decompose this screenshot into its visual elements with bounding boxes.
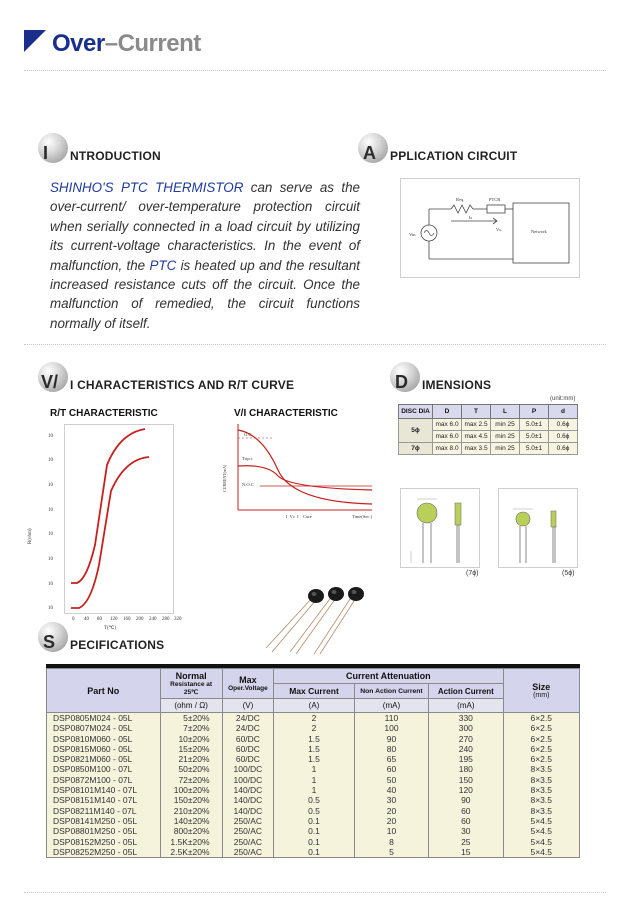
table-cell: 140/DC bbox=[222, 806, 274, 816]
table-cell: 8×3.5 bbox=[503, 764, 580, 774]
col-attenuation: Current Attenuation bbox=[274, 669, 503, 684]
table-cell: 5×4.5 bbox=[503, 826, 580, 836]
table-row bbox=[47, 775, 580, 785]
table-row bbox=[47, 806, 580, 816]
rt-xtick: 160 bbox=[123, 617, 131, 622]
table-cell: DSP0850M100 - 07L bbox=[47, 764, 161, 774]
rt-curve-2 bbox=[71, 457, 149, 608]
rt-xtick: 240 bbox=[149, 617, 157, 622]
dim-header: d bbox=[549, 405, 578, 419]
label-req: Req. bbox=[456, 197, 465, 202]
sphere-icon: I bbox=[38, 133, 68, 163]
rt-xtick: 320 bbox=[174, 617, 182, 622]
rt-xtick: 40 bbox=[84, 617, 89, 622]
table-row bbox=[47, 734, 580, 744]
section-vi-heading: V/ I CHARACTERISTICS AND R/T CURVE bbox=[38, 362, 294, 392]
table-cell: 50±20% bbox=[160, 764, 222, 774]
table-cell: 40 bbox=[354, 785, 428, 795]
rt-xtick: 120 bbox=[110, 617, 118, 622]
dim-row: max 6.0 max 4.5 min 25 5.0±1 0.6ϕ bbox=[399, 431, 578, 443]
bottom-divider bbox=[24, 892, 606, 893]
table-cell: 60/DC bbox=[222, 734, 274, 744]
table-cell: 0.1 bbox=[274, 847, 355, 858]
vi-chart-heading: V/I CHARACTERISTIC bbox=[234, 408, 338, 419]
dimension-drawing-7 bbox=[400, 488, 480, 568]
title-part-a: Over bbox=[52, 30, 105, 57]
vi-label-oc: O.C bbox=[244, 432, 252, 437]
label-vin: Vin bbox=[409, 232, 416, 237]
application-circuit-diagram bbox=[400, 178, 580, 278]
table-cell: 0.1 bbox=[274, 837, 355, 847]
title-part-b: Current bbox=[117, 30, 201, 57]
table-cell: 100 bbox=[354, 723, 428, 733]
section-introduction-heading: I NTRODUCTION bbox=[38, 133, 161, 163]
thermistor-photo-svg bbox=[262, 584, 382, 656]
dim-header: L bbox=[491, 405, 520, 419]
rt-xtick: 0 bbox=[72, 617, 75, 622]
table-cell: 90 bbox=[354, 734, 428, 744]
table-cell: 5×4.5 bbox=[503, 816, 580, 826]
table-row bbox=[47, 785, 580, 795]
sphere-icon: A bbox=[358, 133, 388, 163]
label-vs: Vs. bbox=[496, 227, 503, 232]
col-action: Action Current bbox=[429, 684, 503, 699]
table-cell: 72±20% bbox=[160, 775, 222, 785]
section-dimensions-heading: D IMENSIONS bbox=[390, 362, 491, 392]
table-cell: 0.1 bbox=[274, 826, 355, 836]
rt-ytick: 10 bbox=[48, 582, 53, 587]
dimensions-unit: (unit:mm) bbox=[550, 396, 576, 402]
dim-header: D bbox=[433, 405, 462, 419]
table-cell: DSP08151M140 - 07L bbox=[47, 795, 161, 805]
table-cell: 30 bbox=[354, 795, 428, 805]
sphere-icon: S bbox=[38, 622, 68, 652]
table-cell: DSP08252M250 - 05L bbox=[47, 847, 161, 858]
table-cell: 8×3.5 bbox=[503, 795, 580, 805]
table-row bbox=[47, 826, 580, 836]
table-cell: 10±20% bbox=[160, 734, 222, 744]
table-cell: 140/DC bbox=[222, 795, 274, 805]
table-cell: 0.1 bbox=[274, 816, 355, 826]
sphere-icon: V/ bbox=[38, 362, 68, 392]
table-row bbox=[47, 723, 580, 733]
table-cell: 250/AC bbox=[222, 837, 274, 847]
table-cell: 2 bbox=[274, 713, 355, 724]
vi-label-noc: N.O.C bbox=[242, 482, 254, 487]
sphere-icon: D bbox=[390, 362, 420, 392]
dim-disc: 7ϕ bbox=[399, 443, 433, 455]
table-row bbox=[47, 713, 580, 724]
table-cell: DSP0807M024 - 05L bbox=[47, 723, 161, 733]
table-cell: 140±20% bbox=[160, 816, 222, 826]
table-cell: DSP0810M060 - 05L bbox=[47, 734, 161, 744]
rt-chart-heading: R/T CHARACTERISTIC bbox=[50, 408, 158, 419]
table-cell: 60/DC bbox=[222, 754, 274, 764]
table-cell: 21±20% bbox=[160, 754, 222, 764]
dim-row: 5ϕ max 6.0 max 2.5 min 25 5.0±1 0.6ϕ bbox=[399, 419, 578, 431]
dimension-caption-5: (5ϕ) bbox=[562, 570, 575, 577]
table-cell: DSP08211M140 - 07L bbox=[47, 806, 161, 816]
table-cell: 195 bbox=[429, 754, 503, 764]
section-application-heading: A PPLICATION CIRCUIT bbox=[358, 133, 517, 163]
dim-row: 7ϕ max 8.0 max 3.5 min 25 5.0±1 0.6ϕ bbox=[399, 443, 578, 455]
col-max-current: Max Current bbox=[274, 684, 355, 699]
table-cell: DSP08152M250 - 05L bbox=[47, 837, 161, 847]
table-cell: 1.5 bbox=[274, 734, 355, 744]
table-cell: 80 bbox=[354, 744, 428, 754]
table-cell: 60/DC bbox=[222, 744, 274, 754]
table-cell: 250/AC bbox=[222, 847, 274, 858]
table-cell: DSP08101M140 - 07L bbox=[47, 785, 161, 795]
vi-label-trip: Trip.c bbox=[242, 456, 253, 461]
col-size: Size (mm) bbox=[503, 669, 580, 713]
table-cell: DSP0805M024 - 05L bbox=[47, 713, 161, 724]
vi-time-label: Time(Sec.) bbox=[352, 514, 372, 519]
unit-v: (V) bbox=[222, 699, 274, 713]
table-cell: 1.5 bbox=[274, 744, 355, 754]
table-cell: 250/AC bbox=[222, 816, 274, 826]
table-cell: 8×3.5 bbox=[503, 806, 580, 816]
table-cell: 10 bbox=[354, 826, 428, 836]
table-cell: 6×2.5 bbox=[503, 713, 580, 724]
table-cell: 2.5K±20% bbox=[160, 847, 222, 858]
table-cell: 50 bbox=[354, 775, 428, 785]
table-cell: 60 bbox=[429, 816, 503, 826]
table-cell: 270 bbox=[429, 734, 503, 744]
table-cell: 210±20% bbox=[160, 806, 222, 816]
table-cell: 90 bbox=[429, 795, 503, 805]
table-row bbox=[47, 816, 580, 826]
dimensions-table bbox=[398, 404, 578, 455]
table-cell: 800±20% bbox=[160, 826, 222, 836]
thermistor-photo bbox=[262, 584, 382, 656]
table-cell: 1 bbox=[274, 775, 355, 785]
vi-ylabel: CURRENT(mA) bbox=[222, 464, 227, 492]
table-cell: 20 bbox=[354, 806, 428, 816]
introduction-text: SHINHO'S PTC THERMISTOR can serve as the over-current/ over-temperature protection circuit when serially connected in a load circuit by utilizing its current-voltage characteristics. In the event of malfunction, the PTC is heated up and the resultant increased resistance cuts off the circuit. Once the malfunction of remedied, the circuit functions normally of itself. bbox=[50, 180, 360, 331]
table-cell: 24/DC bbox=[222, 713, 274, 724]
page-title bbox=[52, 30, 201, 58]
rt-xtick: 280 bbox=[162, 617, 170, 622]
unit-ma: (mA) bbox=[429, 699, 503, 713]
table-cell: 15 bbox=[429, 847, 503, 858]
unit-a: (A) bbox=[274, 699, 355, 713]
table-cell: 240 bbox=[429, 744, 503, 754]
title-triangle-icon bbox=[24, 30, 46, 52]
table-cell: 65 bbox=[354, 754, 428, 764]
table-cell: 60 bbox=[354, 764, 428, 774]
dim-header: P bbox=[520, 405, 549, 419]
table-cell: DSP08801M250 - 05L bbox=[47, 826, 161, 836]
table-cell: 6×2.5 bbox=[503, 744, 580, 754]
rt-ytick: 10 bbox=[48, 508, 53, 513]
table-cell: 0.5 bbox=[274, 795, 355, 805]
middle-divider bbox=[24, 344, 606, 345]
table-cell: 330 bbox=[429, 713, 503, 724]
title-dash: – bbox=[104, 30, 118, 57]
unit-ma: (mA) bbox=[354, 699, 428, 713]
table-cell: 0.5 bbox=[274, 806, 355, 816]
rt-ytick: 10 bbox=[48, 557, 53, 562]
table-cell: 5×4.5 bbox=[503, 837, 580, 847]
dimension-caption-7: (7ϕ) bbox=[466, 570, 479, 577]
table-cell: 250/AC bbox=[222, 826, 274, 836]
label-is: Is bbox=[469, 215, 473, 220]
rt-ytick: 10 bbox=[48, 434, 53, 439]
table-cell: 7±20% bbox=[160, 723, 222, 733]
table-cell: 180 bbox=[429, 764, 503, 774]
table-cell: 150±20% bbox=[160, 795, 222, 805]
table-cell: 6×2.5 bbox=[503, 723, 580, 733]
specifications-table-wrap bbox=[46, 664, 580, 858]
specifications-table bbox=[46, 668, 580, 858]
table-cell: 24/DC bbox=[222, 723, 274, 733]
unit-res: (ohm / Ω) bbox=[160, 699, 222, 713]
table-cell: DSP0815M060 - 05L bbox=[47, 744, 161, 754]
table-cell: 8×3.5 bbox=[503, 775, 580, 785]
table-cell: 60 bbox=[429, 806, 503, 816]
label-network: Network bbox=[531, 229, 547, 234]
rt-ylabel: R(ohm) bbox=[28, 528, 33, 544]
table-cell: DSP08141M250 - 05L bbox=[47, 816, 161, 826]
dim-header: DISC DIA bbox=[399, 405, 433, 419]
table-row bbox=[47, 754, 580, 764]
dimensions-table-wrap bbox=[398, 404, 578, 455]
circuit-svg bbox=[401, 179, 579, 277]
label-ptcr: PTCR bbox=[489, 197, 501, 202]
dim-header: T bbox=[462, 405, 491, 419]
table-row bbox=[47, 837, 580, 847]
ptc-term: PTC bbox=[149, 257, 177, 273]
rt-chart bbox=[64, 424, 174, 614]
table-cell: 30 bbox=[429, 826, 503, 836]
table-cell: 140/DC bbox=[222, 785, 274, 795]
table-row bbox=[47, 795, 580, 805]
col-non-action: Non Action Current bbox=[354, 684, 428, 699]
dim-disc: 5ϕ bbox=[399, 419, 433, 443]
top-divider bbox=[24, 70, 606, 71]
rt-xtick: 80 bbox=[97, 617, 102, 622]
table-cell: 120 bbox=[429, 785, 503, 795]
rt-ytick: 10 bbox=[48, 606, 53, 611]
brand-name: SHINHO'S PTC THERMISTOR bbox=[50, 180, 244, 195]
table-cell: 100/DC bbox=[222, 764, 274, 774]
table-cell: 8×3.5 bbox=[503, 785, 580, 795]
table-cell: 100/DC bbox=[222, 775, 274, 785]
table-cell: 15±20% bbox=[160, 744, 222, 754]
table-cell: 25 bbox=[429, 837, 503, 847]
vi-xaxis-labels: I Vc I Cure bbox=[286, 514, 312, 519]
table-cell: 110 bbox=[354, 713, 428, 724]
table-cell: 1 bbox=[274, 785, 355, 795]
table-cell: 5±20% bbox=[160, 713, 222, 724]
table-cell: 300 bbox=[429, 723, 503, 733]
table-cell: 8 bbox=[354, 837, 428, 847]
table-row bbox=[47, 847, 580, 858]
vi-chart bbox=[222, 420, 382, 528]
rt-ytick: 10 bbox=[48, 458, 53, 463]
dimension-drawing-5 bbox=[498, 488, 578, 568]
table-row bbox=[47, 744, 580, 754]
table-cell: 1.5 bbox=[274, 754, 355, 764]
rt-xtick: 200 bbox=[136, 617, 144, 622]
table-cell: DSP0821M060 - 05L bbox=[47, 754, 161, 764]
table-cell: DSP0872M100 - 07L bbox=[47, 775, 161, 785]
rt-y-axis bbox=[28, 424, 62, 614]
table-cell: 150 bbox=[429, 775, 503, 785]
rt-xlabel: T(℃) bbox=[104, 626, 116, 631]
table-cell: 5 bbox=[354, 847, 428, 858]
col-part-no: Part No bbox=[47, 669, 161, 713]
table-row bbox=[47, 764, 580, 774]
rt-ytick: 10 bbox=[48, 532, 53, 537]
col-normal: Normal Resistance at 25℃ bbox=[160, 669, 222, 699]
table-cell: 6×2.5 bbox=[503, 754, 580, 764]
rt-chart-svg bbox=[65, 425, 175, 615]
section-specifications-heading: S PECIFICATIONS bbox=[38, 622, 164, 652]
col-max: Max Oper.Voltage bbox=[222, 669, 274, 699]
table-cell: 1 bbox=[274, 764, 355, 774]
table-cell: 6×2.5 bbox=[503, 734, 580, 744]
table-cell: 20 bbox=[354, 816, 428, 826]
table-cell: 2 bbox=[274, 723, 355, 733]
table-cell: 100±20% bbox=[160, 785, 222, 795]
table-cell: 5×4.5 bbox=[503, 847, 580, 858]
rt-ytick: 10 bbox=[48, 483, 53, 488]
table-cell: 1.5K±20% bbox=[160, 837, 222, 847]
